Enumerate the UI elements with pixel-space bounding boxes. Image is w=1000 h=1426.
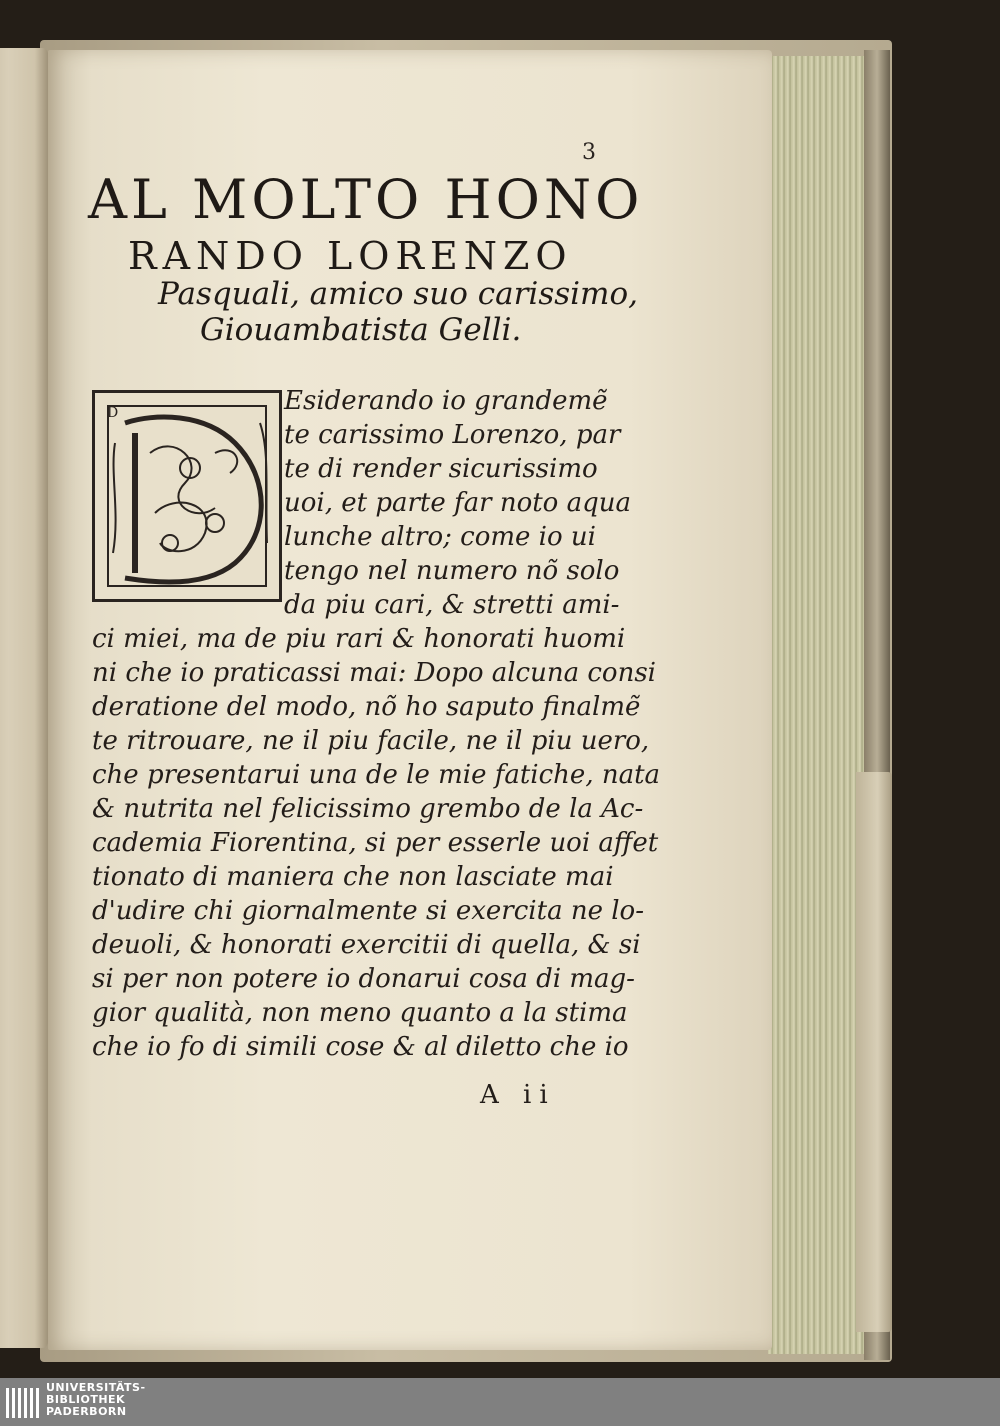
text-line: ni che io praticassi mai: Dopo alcuna consi bbox=[92, 658, 656, 688]
text-line: lunche altro; come io ui bbox=[284, 522, 596, 552]
text-line: deuoli, & honorati exercitii di quella, & si bbox=[92, 930, 641, 960]
text-line: Esiderando io grandemẽ bbox=[284, 386, 608, 416]
text-line: uoi, et parte far noto aqua bbox=[284, 488, 631, 518]
heading-line-3: Pasquali, amico suo carissimo, bbox=[158, 276, 638, 312]
text-line: te carissimo Lorenzo, par bbox=[284, 420, 621, 450]
floral-ornament-icon bbox=[95, 393, 285, 605]
text-line: cademia Fiorentina, si per esserle uoi affet bbox=[92, 828, 659, 858]
heading-line-2: RANDO LORENZO bbox=[128, 234, 573, 278]
text-line: gior qualità, non meno quanto a la stima bbox=[92, 998, 628, 1028]
text-line: si per non potere io donarui cosa di mag- bbox=[92, 964, 635, 994]
text-line: ci miei, ma de piu rari & honorati huomi bbox=[92, 624, 626, 654]
library-name-line: BIBLIOTHEK bbox=[46, 1393, 126, 1406]
decorated-initial bbox=[92, 390, 282, 602]
text-line: te di render sicurissimo bbox=[284, 454, 598, 484]
text-line: che io fo di simili cose & al diletto che io bbox=[92, 1032, 629, 1062]
library-logo-icon bbox=[6, 1384, 42, 1420]
library-name-line: UNIVERSITÄTS- bbox=[46, 1381, 146, 1394]
text-line: tengo nel numero nõ solo bbox=[284, 556, 620, 586]
signature-mark: A ii bbox=[480, 1080, 556, 1110]
library-name bbox=[46, 1382, 146, 1418]
page-fore-edge bbox=[768, 56, 867, 1354]
library-footer-bar bbox=[0, 1378, 1000, 1426]
text-line: deratione del modo, nõ ho saputo finalmẽ bbox=[92, 692, 641, 722]
heading-line-1: AL MOLTO HONO bbox=[88, 168, 644, 231]
page-number: 3 bbox=[582, 140, 596, 165]
cover-flap bbox=[856, 772, 892, 1332]
library-name-line: PADERBORN bbox=[46, 1405, 127, 1418]
initial-letter: D bbox=[107, 405, 119, 421]
text-line: d'udire chi giornalmente si exercita ne lo- bbox=[92, 896, 644, 926]
heading-line-4: Giouambatista Gelli. bbox=[200, 312, 522, 348]
facing-page-edge bbox=[0, 48, 48, 1348]
text-line: tionato di maniera che non lasciate mai bbox=[92, 862, 614, 892]
text-line: che presentarui una de le mie fatiche, nata bbox=[92, 760, 661, 790]
text-line: & nutrita nel felicissimo grembo de la Ac- bbox=[92, 794, 644, 824]
text-line: te ritrouare, ne il piu facile, ne il piu uero, bbox=[92, 726, 650, 756]
text-line: da piu cari, & stretti ami- bbox=[284, 590, 620, 620]
